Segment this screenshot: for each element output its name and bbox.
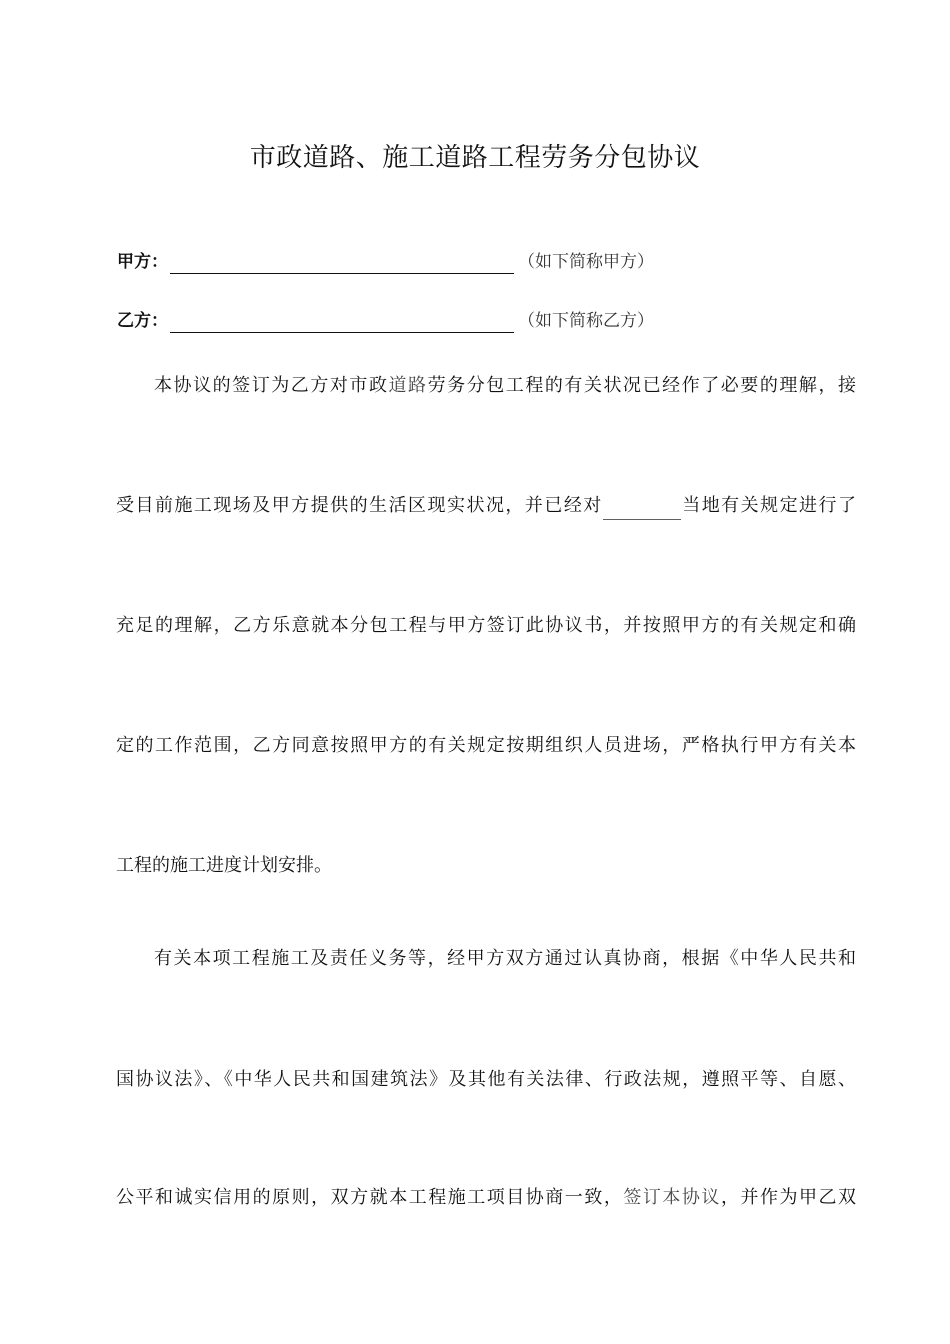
party-b-blank bbox=[170, 310, 514, 333]
party-b-note: （如下简称乙方） bbox=[518, 311, 654, 331]
p1-line1-serif: 道路 bbox=[388, 375, 428, 396]
p2-line3-part-a: 公平和诚实信用的原则，双方就本工程施工项目协商一致， bbox=[116, 1187, 624, 1208]
party-a-note: （如下简称甲方） bbox=[518, 252, 654, 272]
paragraph-2-line-3 bbox=[116, 1184, 856, 1212]
p2-line3-serif: 签订本协议 bbox=[623, 1187, 721, 1208]
party-a-line bbox=[117, 250, 654, 274]
paragraph-1-line-2 bbox=[116, 492, 856, 520]
paragraph-1-line-5: 工程的施工进度计划安排。 bbox=[116, 855, 332, 876]
paragraph-1-line-1 bbox=[116, 372, 856, 400]
document-title: 市政道路、施工道路工程劳务分包协议 bbox=[249, 143, 701, 173]
party-b-label: 乙方： bbox=[117, 311, 168, 331]
p1-line1-part-a: 本协议的签订为乙方对市政 bbox=[154, 375, 389, 396]
paragraph-1-line-4: 定的工作范围，乙方同意按照甲方的有关规定按期组织人员进场，严格执行甲方有关本 bbox=[116, 735, 856, 756]
p1-line2-part-a: 受目前施工现场及甲方提供的生活区现实状况，并已经对 bbox=[116, 495, 603, 516]
local-area-blank bbox=[603, 497, 681, 520]
p1-line1-part-b: 劳务分包工程的有关状况已经作了必要的理解，接 bbox=[427, 375, 857, 396]
paragraph-2-line-2: 国协议法》、《中华人民共和国建筑法》及其他有关法律、行政法规，遵照平等、自愿、 bbox=[116, 1069, 856, 1090]
paragraph-2-line-1: 有关本项工程施工及责任义务等，经甲方双方通过认真协商，根据《中华人民共和 bbox=[154, 948, 856, 969]
party-a-label: 甲方： bbox=[117, 252, 168, 272]
p1-line2-part-b: 当地有关规定进行了 bbox=[680, 495, 857, 516]
party-b-line bbox=[117, 309, 654, 333]
p2-line3-part-b: ，并作为甲乙双 bbox=[720, 1187, 857, 1208]
party-a-blank bbox=[170, 251, 514, 274]
paragraph-1-line-3: 充足的理解，乙方乐意就本分包工程与甲方签订此协议书，并按照甲方的有关规定和确 bbox=[116, 615, 856, 636]
